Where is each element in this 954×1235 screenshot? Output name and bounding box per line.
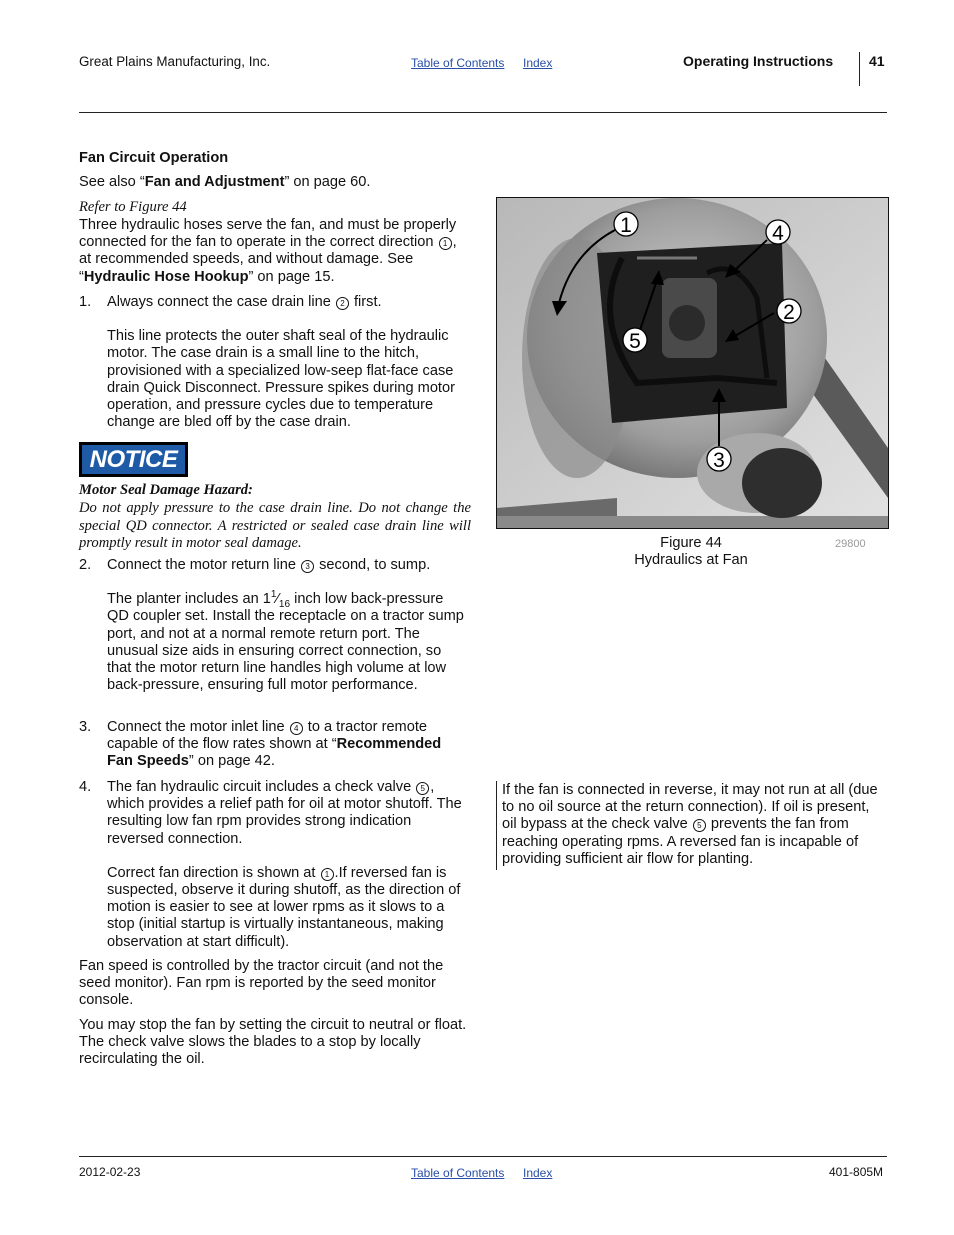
step-1: 1. Always connect the case drain line 2 first. This line protects the outer shaft seal of the hydraulic motor. The case drain is a small line to the hitch, provisioned with a specialized low-seep flat-face case drain Quick Disconnect. Pressure spikes during motor operation, and pressure cycles due to temperature change are bled off by the case drain. xyxy=(79,294,469,431)
page-number: 41 xyxy=(869,53,885,69)
footer-date: 2012-02-23 xyxy=(79,1165,141,1179)
callout-1-symbol: 1 xyxy=(321,868,334,881)
step-1-detail: This line protects the outer shaft seal of the hydraulic motor. The case drain is a small line to the hitch, provisioned with a specialized low-seep flat-face case drain Quick Disconnect. Pressure spikes during motor operation, and pressure cycles due to temperature change are bled off by the case drain. xyxy=(107,328,455,431)
footer-doc-number: 401-805M xyxy=(829,1165,884,1179)
fan-hydraulics-photo xyxy=(497,198,888,528)
figure-image-id: 29800 xyxy=(835,538,866,550)
figure-callout-2: 2 xyxy=(783,301,795,324)
step-3: 3. Connect the motor inlet line 4 to a tractor remote capable of the flow rates shown at “Recommended Fan Speeds” on page 42. xyxy=(79,719,442,770)
step-4-detail: Correct fan direction is shown at 1 .If reversed fan is suspected, observe it during shutoff, as the direction of motion is easier to see at lower rpms as it slows to a stop (initial startup is virtually instantaneous, making observation at start difficult). xyxy=(107,864,461,950)
notice-hazard-title: Motor Seal Damage Hazard: xyxy=(79,482,253,498)
figure-callout-3: 3 xyxy=(713,449,725,472)
refer-figure: Refer to Figure 44 xyxy=(79,199,187,215)
change-bar xyxy=(496,781,497,870)
figure-callout-1: 1 xyxy=(620,214,632,237)
header-divider xyxy=(859,52,860,86)
footer-toc-link[interactable]: Table of Contents xyxy=(411,1166,505,1180)
header-rule xyxy=(79,112,887,113)
notice-text: Do not apply pressure to the case drain line. Do not change the special QD connector. A restricted or sealed case drain line will promptly result in motor seal damage. xyxy=(79,500,471,551)
header-section: Operating Instructions xyxy=(683,53,834,69)
reverse-note: If the fan is connected in reverse, it may not run at all (due to no oil source at the return connection). If oil is present, oil bypass at the check valve 5 prevents the fan from reaching operating rpms. A reversed fan is incapable of providing sufficient air flow for planting. xyxy=(502,782,878,867)
section-title: Fan Circuit Operation xyxy=(79,150,229,166)
callout-1-symbol: 1 xyxy=(439,237,452,250)
header-company: Great Plains Manufacturing, Inc. xyxy=(79,54,271,69)
figure-callout-4: 4 xyxy=(772,222,784,245)
callout-4-symbol: 4 xyxy=(290,722,303,735)
figure-callout-5: 5 xyxy=(629,330,641,353)
figure-caption: Figure 44 Hydraulics at Fan xyxy=(634,535,748,569)
fan-speed-paragraph: Fan speed is controlled by the tractor circuit (and not the seed monitor). Fan rpm is reported by the seed monitor console. xyxy=(79,958,444,1009)
stop-fan-paragraph: You may stop the fan by setting the circuit to neutral or float. The check valve slows the blades to a stop by locally recirculating the oil. xyxy=(79,1017,467,1068)
callout-5-symbol: 5 xyxy=(416,782,429,795)
step-4: 4. The fan hydraulic circuit includes a check valve 5 , which provides a relief path for oil at motor shutoff. The resulting low fan rpm provides strong indication reversed connection. Correct fan direction is shown at 1 .If reversed fan is suspected, observe it during shutoff, as the direction of motion is easier to see at lower rpms as it slows to a stop (initial startup is virtually instantaneous, making observation at start difficult). xyxy=(79,779,469,951)
callout-2-symbol: 2 xyxy=(336,297,349,310)
callout-5-symbol: 5 xyxy=(693,819,706,832)
callout-3-symbol: 3 xyxy=(301,560,314,573)
step-2: 2. Connect the motor return line 3 second, to sump. The planter includes an $1^1⁄_{16}$ inch low back-pressure QD coupler set. Install the receptacle on a tractor sump port, and not at a normal remote return port. The unusual size aids in ensuring correct connection, so that the motor return line handles high volume at low back-pressure, ensuring full motor performance. xyxy=(79,557,469,694)
header-index-link[interactable]: Index xyxy=(523,56,553,70)
intro-paragraph: Three hydraulic hoses serve the fan, and must be properly connected for the fan to operate in the correct direction 1 , at recommended speeds, and without damage. See “Hydraulic Hose Hookup” on page 15. xyxy=(79,217,457,285)
see-also: See also “Fan and Adjustment” on page 60. xyxy=(79,174,371,190)
notice-badge: NOTICE xyxy=(79,442,188,477)
see-also-link-text: Fan and Adjustment xyxy=(144,174,285,190)
footer-index-link[interactable]: Index xyxy=(523,1166,553,1180)
step-2-detail: The planter includes an $1^1⁄_{16}$ inch low back-pressure QD coupler set. Install the receptacle on a tractor sump port, and not at a normal remote return port. The unusual size aids in ensuring correct connection, so that the motor return line handles high volume at low back-pressure, ensuring full motor performance. xyxy=(107,589,464,694)
header-toc-link[interactable]: Table of Contents xyxy=(411,56,505,70)
footer-rule xyxy=(79,1156,887,1157)
figure-44-image xyxy=(496,197,889,529)
